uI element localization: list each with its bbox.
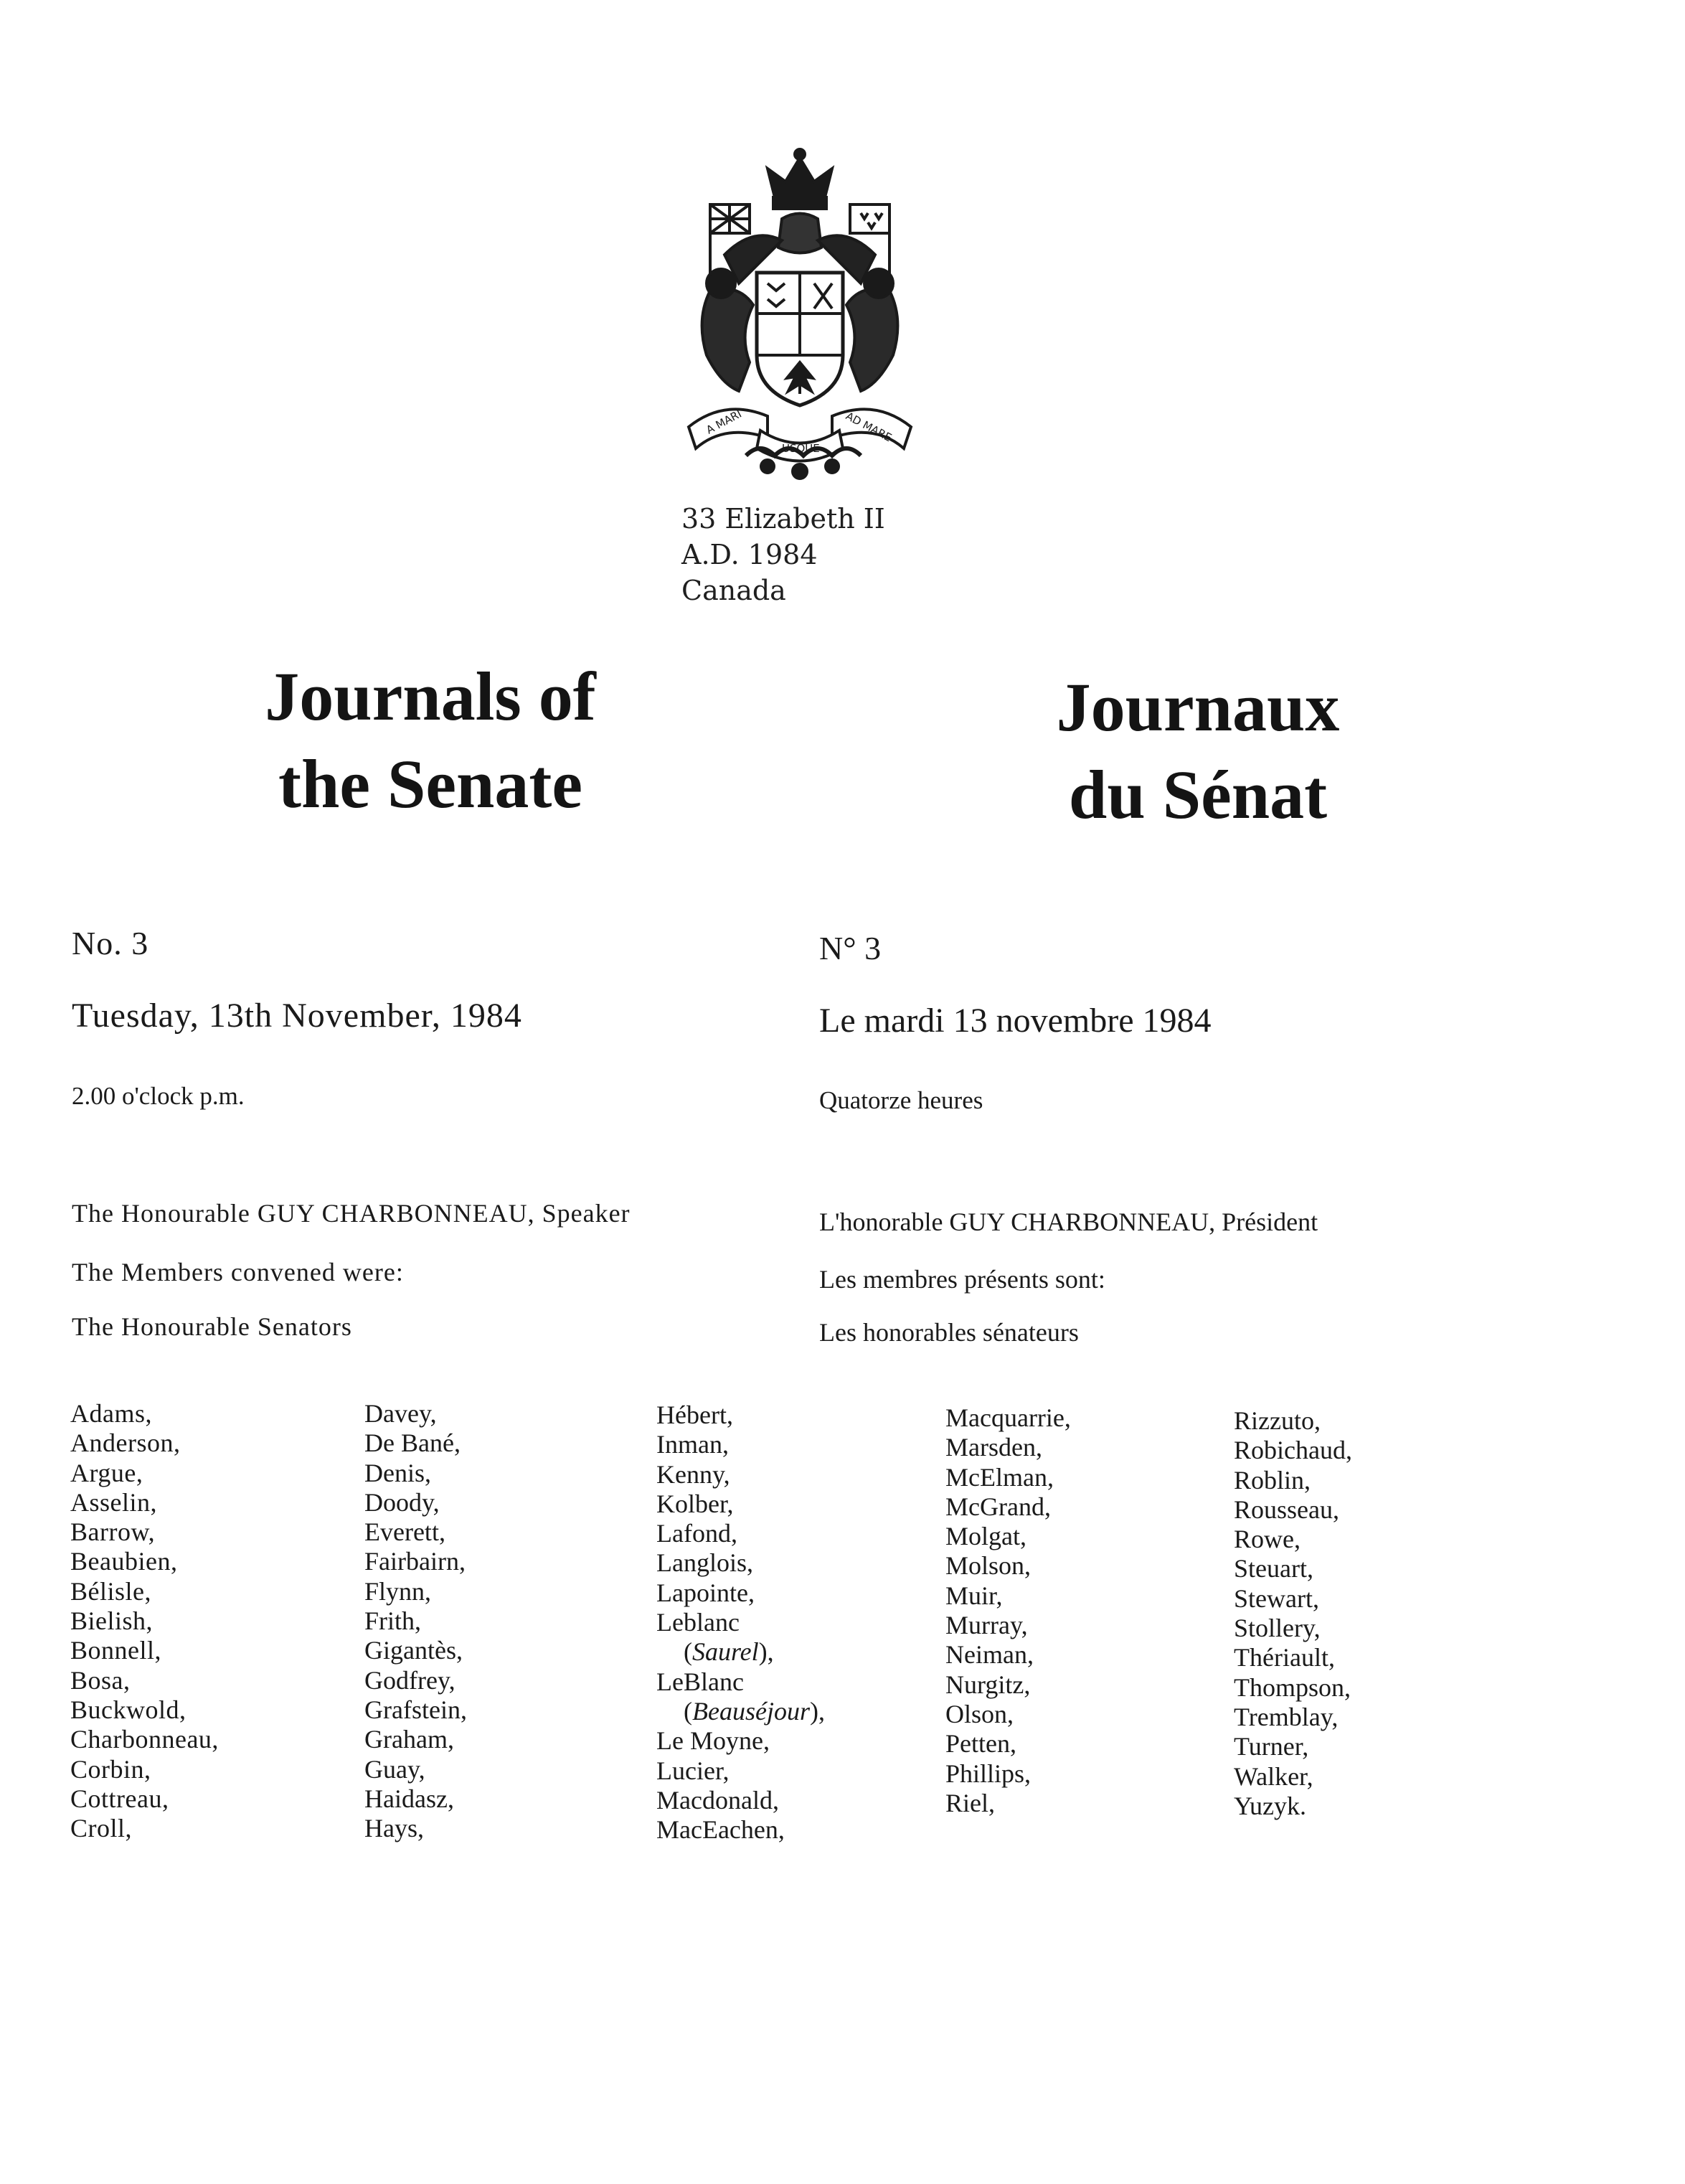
- senator-name: Barrow,: [70, 1517, 156, 1547]
- senator-name: Molson,: [945, 1551, 1032, 1581]
- senator-name: (Beauséjour),: [684, 1696, 825, 1726]
- senator-name: Tremblay,: [1234, 1702, 1339, 1731]
- senator-name: Stollery,: [1234, 1614, 1321, 1643]
- senator-name: Macdonald,: [656, 1785, 779, 1814]
- speaker-en: The Honourable GUY CHARBONNEAU, Speaker: [72, 1199, 631, 1228]
- senator-name: Thompson,: [1234, 1672, 1351, 1702]
- senator-name: Turner,: [1234, 1732, 1309, 1761]
- senator-name: Murray,: [945, 1611, 1028, 1640]
- senator-name: Olson,: [945, 1699, 1014, 1728]
- senator-name: Davey,: [364, 1399, 437, 1428]
- senator-name: Asselin,: [70, 1487, 157, 1517]
- senator-name: Steuart,: [1234, 1554, 1313, 1583]
- title-french: [983, 664, 1413, 839]
- senators-heading-fr: Les honorables sénateurs: [819, 1318, 1079, 1347]
- senator-name: De Bané,: [364, 1428, 461, 1458]
- senators-column-4: [945, 1403, 1071, 1818]
- senator-name: Kenny,: [656, 1459, 730, 1489]
- members-convened-fr: Les membres présents sont:: [819, 1265, 1105, 1294]
- senator-name: MacEachen,: [656, 1815, 785, 1845]
- senator-name: Anderson,: [70, 1428, 181, 1458]
- senator-name: Lafond,: [656, 1519, 737, 1548]
- senator-name: Kolber,: [656, 1489, 734, 1518]
- title-french-line1: Journaux: [1056, 669, 1340, 745]
- senator-name: Buckwold,: [70, 1695, 187, 1724]
- issue-number-fr: N° 3: [819, 930, 882, 966]
- members-convened-en: The Members convened were:: [72, 1258, 404, 1286]
- senator-name: Bonnell,: [70, 1636, 161, 1665]
- regnal-block: [681, 501, 885, 608]
- motto-left: A MARI: [704, 407, 744, 437]
- issue-number-en: No. 3: [72, 925, 149, 961]
- senator-name: Godfrey,: [364, 1665, 456, 1695]
- senator-name: Marsden,: [945, 1433, 1042, 1462]
- senator-name: Inman,: [656, 1430, 729, 1459]
- senator-name: Macquarrie,: [945, 1403, 1071, 1432]
- motto-right: AD MARE: [844, 409, 895, 445]
- senator-name: Croll,: [70, 1814, 133, 1843]
- senator-name: Leblanc: [656, 1608, 740, 1637]
- senator-name: Everett,: [364, 1517, 445, 1547]
- senator-name: Bélisle,: [70, 1576, 151, 1606]
- senator-name: Hays,: [364, 1814, 424, 1843]
- senator-name: Frith,: [364, 1606, 422, 1636]
- senator-name: Corbin,: [70, 1754, 151, 1784]
- title-english-line2: the Senate: [278, 745, 582, 822]
- senator-name: Nurgitz,: [945, 1670, 1031, 1699]
- senator-name: Fairbairn,: [364, 1547, 466, 1576]
- senator-name: Bosa,: [70, 1665, 131, 1695]
- senator-name: Argue,: [70, 1458, 143, 1487]
- speaker-fr: L'honorable GUY CHARBONNEAU, Président: [819, 1208, 1318, 1236]
- senator-name: Molgat,: [945, 1522, 1026, 1551]
- title-french-line2: du Sénat: [1068, 756, 1328, 833]
- senator-name: Beaubien,: [70, 1547, 178, 1576]
- senator-name: Rousseau,: [1234, 1495, 1339, 1524]
- country: Canada: [681, 575, 786, 606]
- senator-name: LeBlanc: [656, 1667, 744, 1696]
- senator-name: Doody,: [364, 1487, 440, 1517]
- senator-name: Riel,: [945, 1788, 995, 1817]
- senator-name: Grafstein,: [364, 1695, 467, 1724]
- anno-domini: A.D. 1984: [681, 539, 818, 570]
- senator-name: Haidasz,: [364, 1784, 454, 1813]
- senators-column-5: [1234, 1406, 1352, 1821]
- senator-name: Robichaud,: [1234, 1436, 1352, 1465]
- senator-name: McElman,: [945, 1462, 1054, 1492]
- senator-name: Neiman,: [945, 1640, 1034, 1670]
- senator-name: Graham,: [364, 1725, 454, 1754]
- senator-name: Petten,: [945, 1729, 1016, 1759]
- senators-column-1: [70, 1399, 219, 1843]
- canada-coat-of-arms-icon: [681, 147, 918, 484]
- senator-name: Charbonneau,: [70, 1725, 219, 1754]
- senator-name: Cottreau,: [70, 1784, 169, 1813]
- senator-name: Flynn,: [364, 1576, 432, 1606]
- sitting-date-fr: Le mardi 13 novembre 1984: [819, 1002, 1212, 1040]
- senator-name: Guay,: [364, 1754, 425, 1784]
- senators-column-2: [364, 1399, 467, 1843]
- motto-center: USQUE: [782, 442, 820, 455]
- senator-name: Roblin,: [1234, 1465, 1311, 1495]
- senator-name: Lapointe,: [656, 1578, 755, 1607]
- senator-name: Rizzuto,: [1234, 1406, 1321, 1435]
- senator-name: Stewart,: [1234, 1583, 1319, 1613]
- sitting-time-fr: Quatorze heures: [819, 1086, 983, 1114]
- senator-name: Gigantès,: [364, 1636, 463, 1665]
- senator-name: Phillips,: [945, 1759, 1032, 1788]
- senator-name: McGrand,: [945, 1492, 1051, 1521]
- senator-name: Rowe,: [1234, 1525, 1301, 1554]
- title-english-line1: Journals of: [265, 658, 596, 735]
- senator-name: Muir,: [945, 1581, 1003, 1610]
- senator-name: Bielish,: [70, 1606, 154, 1636]
- senator-name: Thériault,: [1234, 1643, 1335, 1672]
- senators-column-3: [656, 1401, 825, 1845]
- sitting-time-en: 2.00 o'clock p.m.: [72, 1082, 245, 1110]
- senators-heading-en: The Honourable Senators: [72, 1312, 352, 1341]
- senator-name: Denis,: [364, 1458, 431, 1487]
- senator-name: Yuzyk.: [1234, 1791, 1306, 1820]
- senator-name: Lucier,: [656, 1756, 730, 1785]
- senator-name: Le Moyne,: [656, 1726, 770, 1756]
- regnal-year: 33 Elizabeth II: [681, 503, 885, 535]
- senator-name: Langlois,: [656, 1548, 753, 1578]
- senator-name: Adams,: [70, 1399, 152, 1428]
- senator-name: (Saurel),: [684, 1637, 774, 1667]
- senator-name: Hébert,: [656, 1401, 733, 1429]
- senator-name: Walker,: [1234, 1761, 1313, 1791]
- sitting-date-en: Tuesday, 13th November, 1984: [72, 997, 522, 1035]
- title-english: [215, 653, 646, 828]
